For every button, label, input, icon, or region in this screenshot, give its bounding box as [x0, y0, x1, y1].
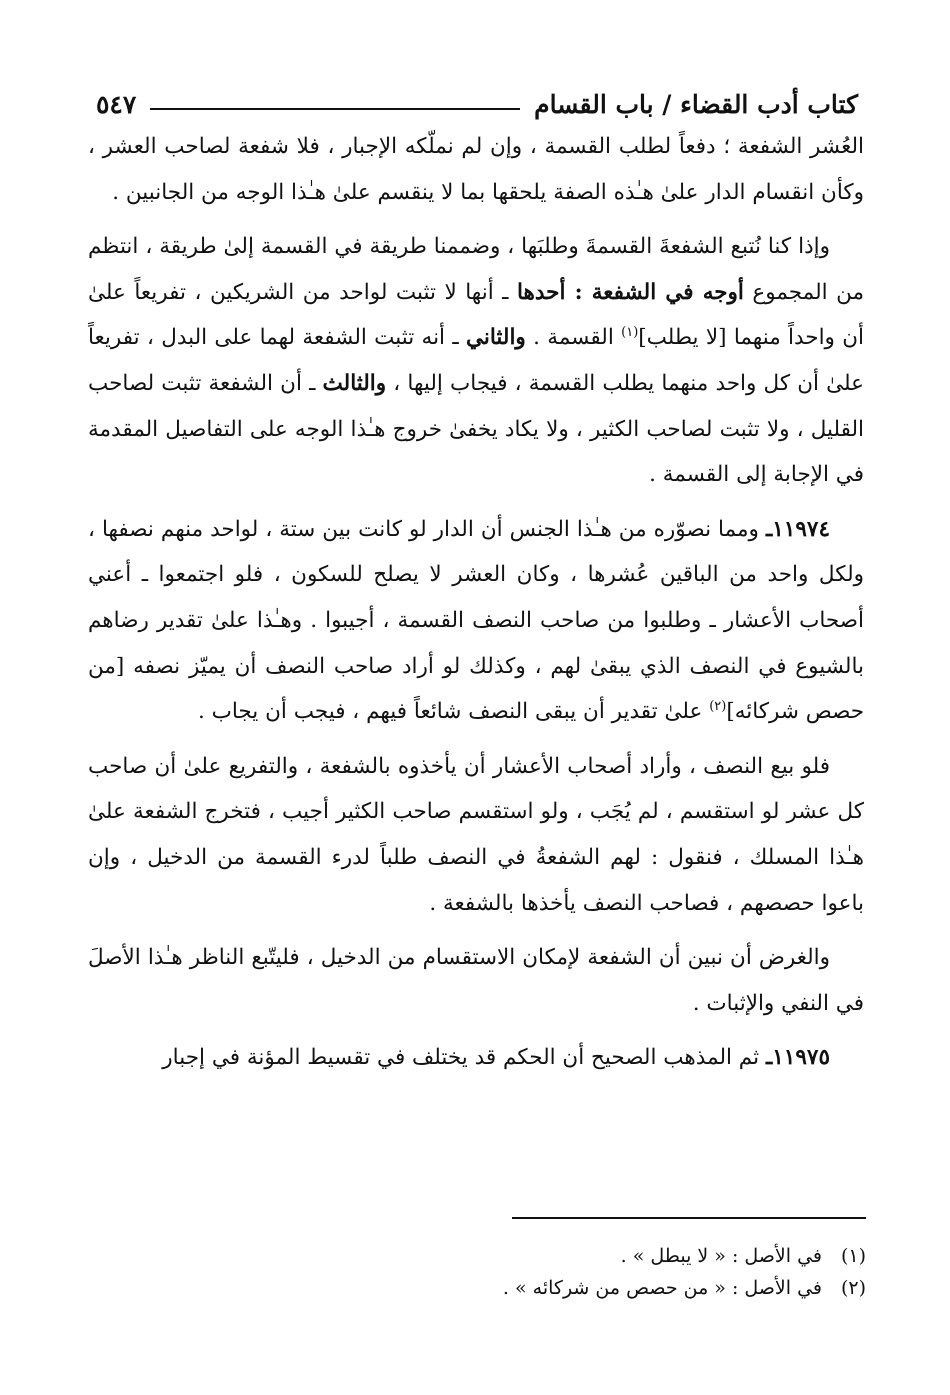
paragraph-1 [88, 124, 864, 215]
paragraph-2-part-4: ـ أنه تثبت الشفعة لهما على البدل ، تفريعاً علىٰ أن كل واحد منهما يطلب القسمة ، فيجاب إليها ، [88, 325, 865, 396]
footnote-1 [420, 1240, 866, 1272]
footnote-ref-1[interactable]: (١) [621, 325, 639, 341]
header-rule [150, 108, 520, 110]
paragraph-3-part-1: ومما نصوّره من هـٰذا الجنس أن الدار لو كانت بين ستة ، لواحد منهم نصفها ، ولكل واحد من الباقين عُشرها ، وكان العشر لا يصلح للسكون ، فلو اجتمعوا ـ أعني أصحاب الأعشار ـ وطلبوا من صاحب النصف القسمة ، أجيبوا . وهـٰذا علىٰ تقدير رضاهم بالشيوع في النصف الذي يبقىٰ لهم ، وكذلك لو أراد صاحب النصف أن يميّز نصفه [من حصص شركائه] [88, 516, 864, 725]
section-number-11974: ١١٩٧٤ـ [765, 516, 830, 542]
paragraph-5-text: والغرض أن نبين أن الشفعة لإمكان الاستقسام من الدخيل ، فليتّبع الناظر هـٰذا الأصلَ في النفي والإثبات . [88, 945, 864, 1016]
paragraph-2-part-5: ـ أن الشفعة تثبت لصاحب القليل ، ولا تثبت لصاحب الكثير ، ولا يكاد يخفىٰ خروج هـٰذا الوجه على التفاصيل المقدمة في الإجابة إلى القسمة . [88, 370, 864, 488]
paragraph-2-bold-1: أوجه في الشفعة : أحدها [517, 279, 744, 305]
footnote-2 [420, 1272, 866, 1304]
paragraph-1-text: العُشر الشفعة ؛ دفعاً لطلب القسمة ، وإن لم نملّكه الإجبار ، فلا شفعة لصاحب العشر ، وكأن انقسام الدار علىٰ هـٰذه الصفة يلحقها بما لا ينقسم علىٰ هـٰذا الوجه من الجانبين . [88, 134, 864, 205]
paragraph-4 [88, 744, 864, 926]
footnote-separator [512, 1217, 866, 1219]
footnote-1-number: (١) [840, 1245, 866, 1267]
footnote-1-text: في الأصل : « لا يبطل » . [620, 1245, 822, 1267]
paragraph-2-part-2: ـ أنها لا تثبت لواحد من الشريكين ، تفريعاً علىٰ أن واحداً منهما [لا يطلب] [88, 279, 865, 351]
paragraph-2-bold-2: والثاني [465, 325, 526, 351]
paragraph-5 [88, 935, 864, 1026]
footnote-ref-2[interactable]: (٢) [709, 698, 727, 714]
footnote-2-number: (٢) [840, 1277, 866, 1299]
footnotes [420, 1240, 866, 1304]
footnote-2-text: في الأصل : « من حصص من شركائه » . [502, 1277, 822, 1299]
paragraph-2-part-3: القسمة . [525, 325, 622, 351]
page-number: ٥٤٧ [96, 89, 137, 119]
paragraph-3 [88, 507, 864, 735]
running-title: كتاب أدب القضاء / باب القسام [534, 89, 858, 119]
main-text [88, 124, 864, 1081]
paragraph-4-text: فلو بيع النصف ، وأراد أصحاب الأعشار أن يأخذوه بالشفعة ، والتفريع علىٰ أن صاحب كل عشر لو استقسم ، لم يُجَب ، ولو استقسم صاحب الكثير أجيب ، فتخرج الشفعة علىٰ هـٰذا المسلك ، فنقول : لهم الشفعةُ في النصف طلباً لدرء القسمة من الدخيل ، وإن باعوا حصصهم ، فصاحب النصف يأخذها بالشفعة . [88, 753, 864, 916]
paragraph-2 [88, 224, 864, 498]
section-number-11975: ١١٩٧٥ـ [765, 1045, 830, 1071]
paragraph-6-text: ثم المذهب الصحيح أن الحكم قد يختلف في تقسيط المؤنة في إجبار [162, 1045, 766, 1071]
page-header [96, 84, 858, 124]
paragraph-2-part-1: وإذا كنا نُتبع الشفعةَ القسمةَ وطلبَها ، وضممنا طريقة في القسمة إلىٰ طريقة ، انتظم من المجموع [88, 234, 864, 305]
paragraph-6 [88, 1035, 864, 1081]
paragraph-2-bold-3: والثالث [322, 370, 387, 396]
paragraph-3-part-2: علىٰ تقدير أن يبقى النصف شائعاً فيهم ، فيجب أن يجاب . [197, 699, 710, 725]
